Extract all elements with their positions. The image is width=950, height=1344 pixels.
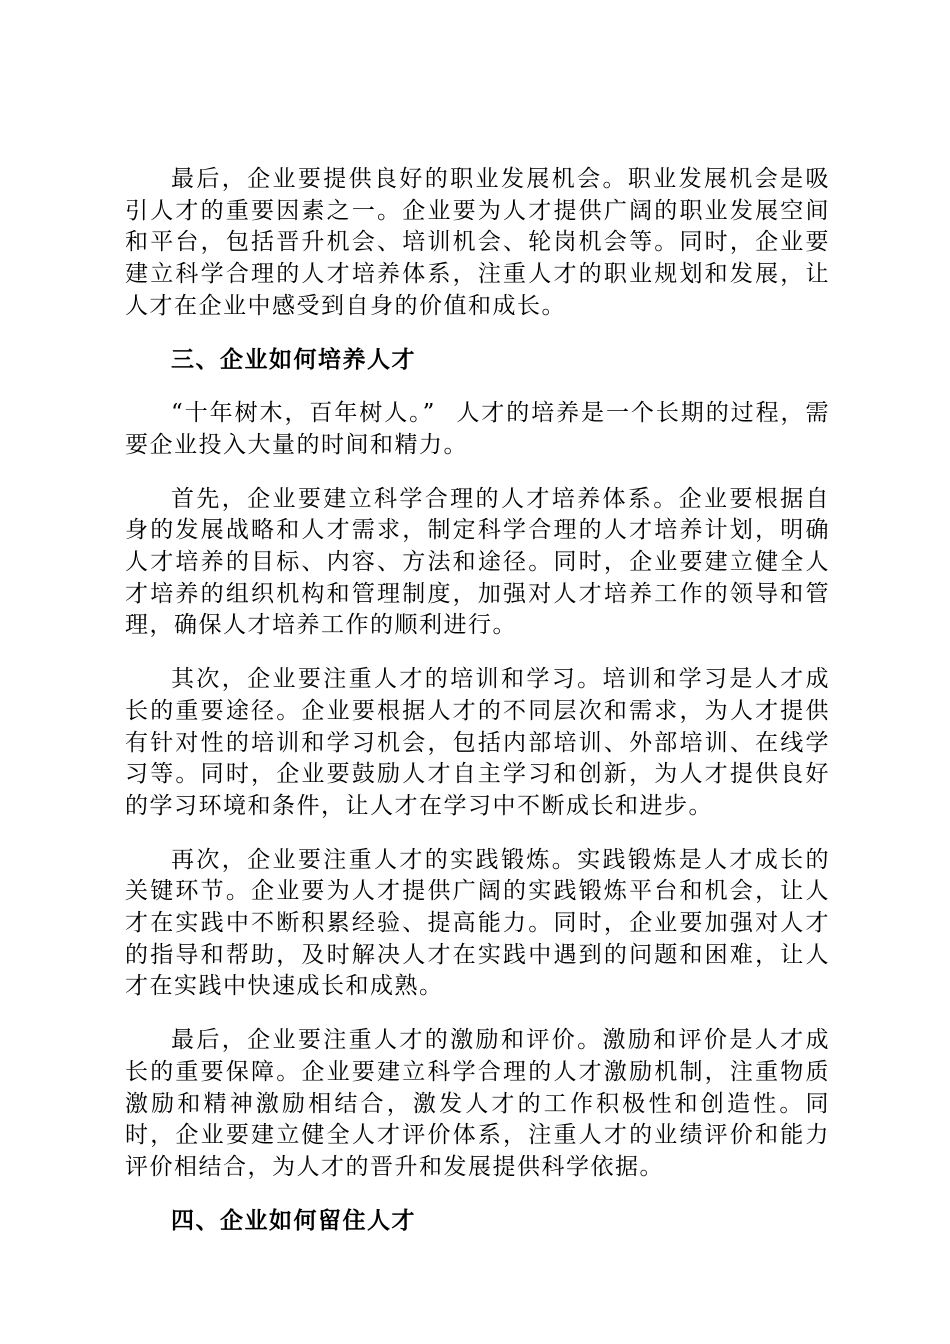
section-heading-3: 三、企业如何培养人才 xyxy=(171,346,416,373)
paragraph-career-development: 最后，企业要提供良好的职业发展机会。职业发展机会是吸引人才的重要因素之一。企业要为人才提供广阔的职业发展空间和平台，包括晋升机会、培训机会、轮岗机会等。同时，企业要建立科学合理的人才培养体系，注重人才的职业规划和发展，让人才在企业中感受到自身的价值和成长。 xyxy=(125,166,830,319)
paragraph-quote xyxy=(125,398,830,461)
quote-followup-text: 人才的培养是一个长期的过程，需要企业投入大量的时间和精力。 xyxy=(125,400,830,458)
quote-text: “十年树木，百年树人。” xyxy=(171,400,436,427)
paragraph-practice: 再次，企业要注重人才的实践锻炼。实践锻炼是人才成长的关键环节。企业要为人才提供广阔的实践锻炼平台和机会，让人才在实践中不断积累经验、提高能力。同时，企业要加强对人才的指导和帮助，及时解决人才在实践中遇到的问题和困难，让人才在实践中快速成长和成熟。 xyxy=(125,846,830,1000)
paragraph-training-learning: 其次，企业要注重人才的培训和学习。培训和学习是人才成长的重要途径。企业要根据人才的不同层次和需求，为人才提供有针对性的培训和学习机会，包括内部培训、外部培训、在线学习等。同时，企业要鼓励人才自主学习和创新，为人才提供良好的学习环境和条件，让人才在学习中不断成长和进步。 xyxy=(125,666,830,819)
paragraph-training-system: 首先，企业要建立科学合理的人才培养体系。企业要根据自身的发展战略和人才需求，制定科学合理的人才培养计划，明确人才培养的目标、内容、方法和途径。同时，企业要建立健全人才培养的组织机构和管理制度，加强对人才培养工作的领导和管理，确保人才培养工作的顺利进行。 xyxy=(125,485,830,639)
paragraph-incentive-evaluation: 最后，企业要注重人才的激励和评价。激励和评价是人才成长的重要保障。企业要建立科学合理的人才激励机制，注重物质激励和精神激励相结合，激发人才的工作积极性和创造性。同时，企业要建立健全人才评价体系，注重人才的业绩评价和能力评价相结合，为人才的晋升和发展提供科学依据。 xyxy=(125,1027,830,1180)
section-heading-4: 四、企业如何留住人才 xyxy=(171,1207,416,1234)
document-body xyxy=(125,164,830,1259)
